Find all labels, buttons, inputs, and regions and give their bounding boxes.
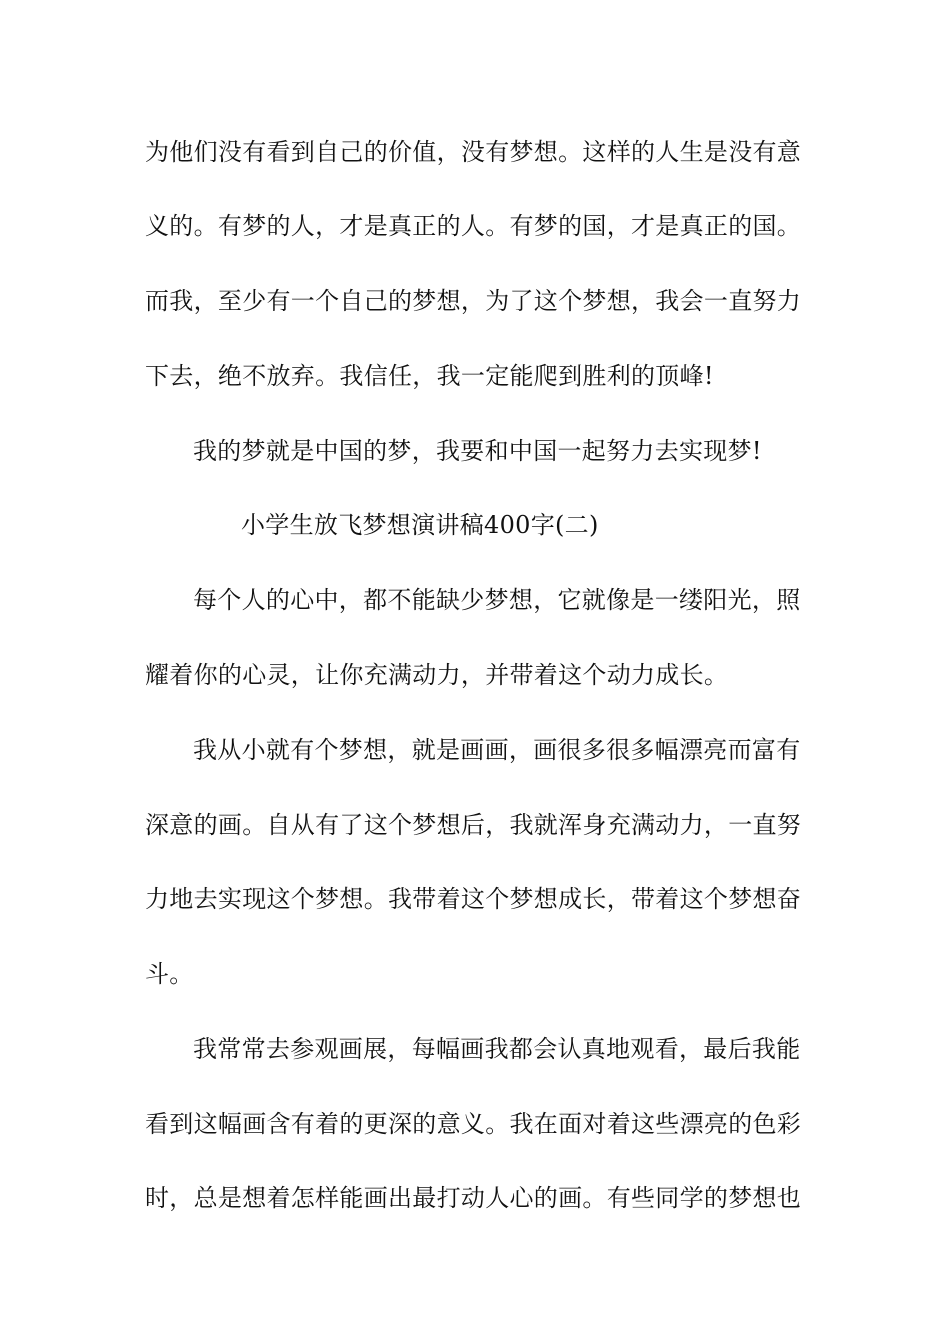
text-line: 我的梦就是中国的梦，我要和中国一起努力去实现梦! xyxy=(193,437,762,465)
text-line: 我从小就有个梦想，就是画画，画很多很多幅漂亮而富有 xyxy=(193,736,801,764)
text-line: 而我，至少有一个自己的梦想，为了这个梦想，我会一直努力 xyxy=(145,287,802,315)
text-line: 力地去实现这个梦想。我带着这个梦想成长，带着这个梦想奋 xyxy=(145,885,802,913)
text-line: 我常常去参观画展，每幅画我都会认真地观看，最后我能 xyxy=(193,1035,801,1063)
text-line: 义的。有梦的人，才是真正的人。有梦的国，才是真正的国。 xyxy=(145,212,802,240)
text-line: 时，总是想着怎样能画出最打动人心的画。有些同学的梦想也 xyxy=(145,1184,802,1212)
text-line: 下去，绝不放弃。我信任，我一定能爬到胜利的顶峰! xyxy=(145,362,714,390)
section-heading: 小学生放飞梦想演讲稿400字(二) xyxy=(241,511,599,539)
text-line: 看到这幅画含有着的更深的意义。我在面对着这些漂亮的色彩 xyxy=(145,1110,802,1138)
text-line: 每个人的心中，都不能缺少梦想，它就像是一缕阳光，照 xyxy=(193,586,801,614)
text-line: 深意的画。自从有了这个梦想后，我就浑身充满动力，一直努 xyxy=(145,811,802,839)
text-line: 斗。 xyxy=(145,960,194,988)
text-line: 为他们没有看到自己的价值，没有梦想。这样的人生是没有意 xyxy=(145,138,802,166)
text-line: 耀着你的心灵，让你充满动力，并带着这个动力成长。 xyxy=(145,661,729,689)
